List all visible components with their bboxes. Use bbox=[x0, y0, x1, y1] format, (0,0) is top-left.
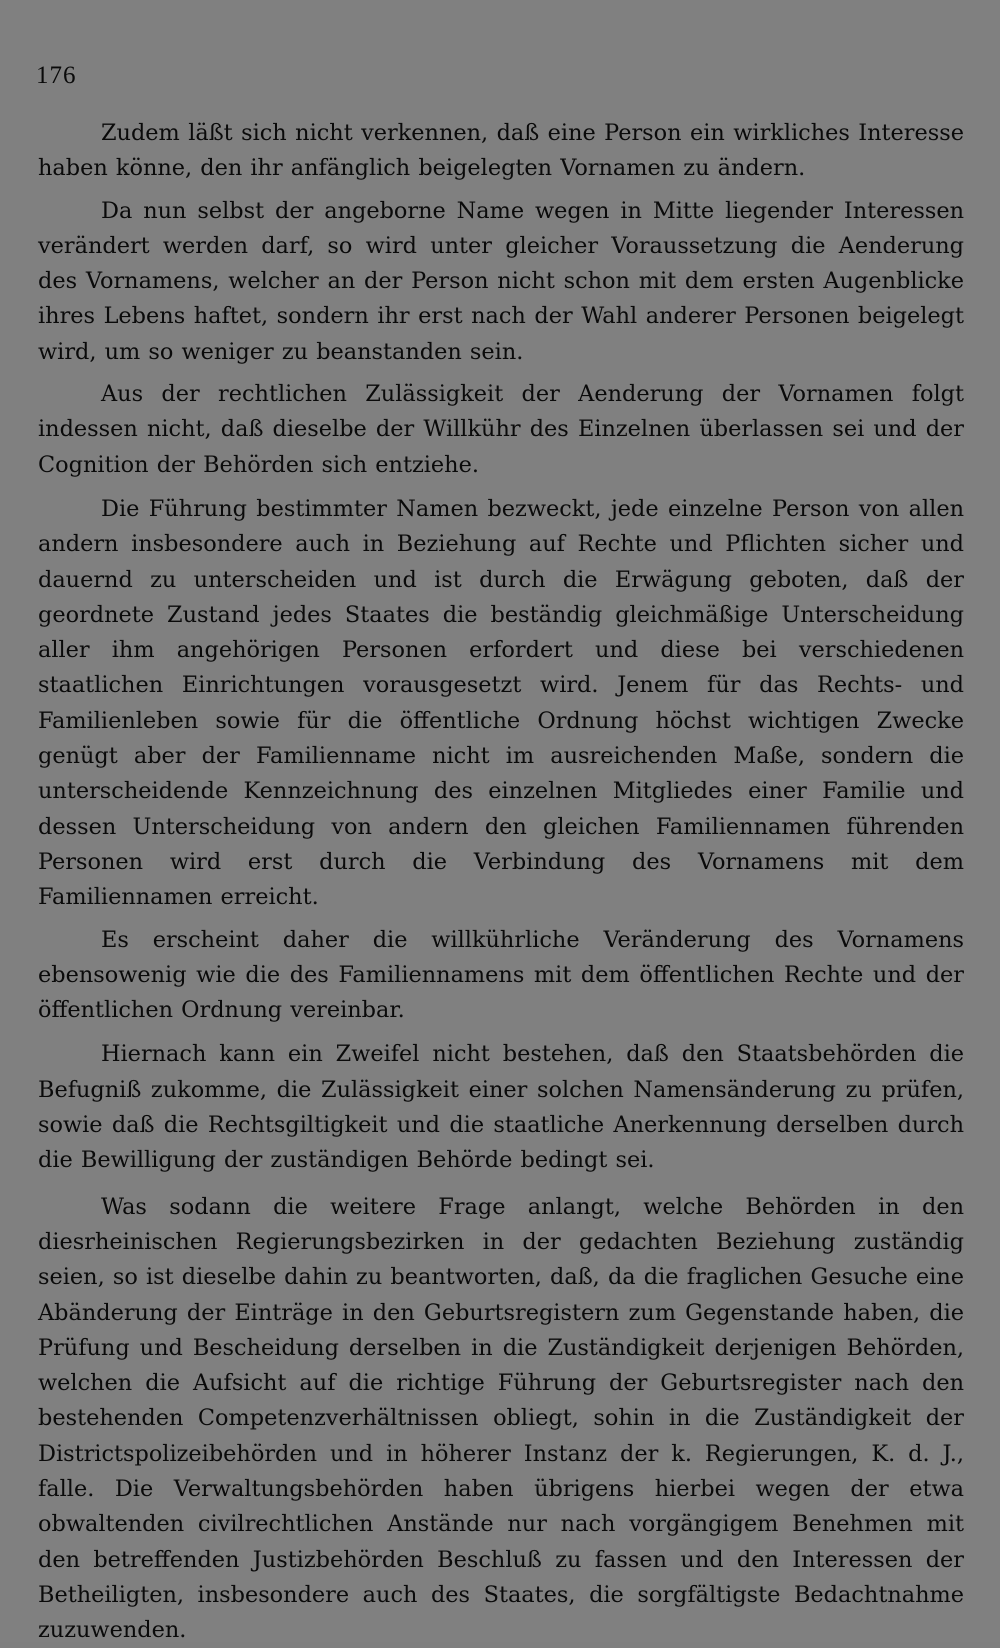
page-number: 176 bbox=[36, 62, 77, 89]
paragraph: Es erscheint daher die willkührliche Veränderung des Vornamens ebensowenig wie die des Familiennamens mit dem öffentlichen Rechte und der öffentlichen Ordnung vereinbar. bbox=[38, 926, 964, 1024]
paragraph: Da nun selbst der angeborne Name wegen in Mitte liegender Interessen verändert werden darf, so wird unter gleicher Voraussetzung die Aenderung des Vornamens, welcher an der Person nicht schon mit dem ersten Augenblicke ihres Lebens haftet, sondern ihr erst nach der Wahl anderer Personen beigelegt wird, um so weniger zu beanstanden sein. bbox=[38, 197, 964, 365]
paragraph: Was sodann die weitere Frage anlangt, welche Behörden in den diesrheinischen Regierungsbezirken in der gedachten Beziehung zuständig seien, so ist dieselbe dahin zu beantworten, daß, da die fraglichen Gesuche eine Abänderung der Einträge in den Geburtsregistern zum Gegenstande haben, die Prüfung und Bescheidung derselben in die Zuständigkeit derjenigen Behörden, welchen die Aufsicht auf die richtige Führung der Geburtsregister nach den bestehenden Competenzverhältnissen obliegt, sohin in die Zuständigkeit der Districtspolizeibehörden und in höherer Instanz der k. Regierungen, K. d. J., falle. Die Verwaltungsbehörden haben übrigens hierbei wegen der etwa obwaltenden civilrechtlichen Anstände nur nach vorgängigem Benehmen mit den betreffenden Justizbehörden Beschluß zu fassen und den Interessen der Betheiligten, insbesondere auch des Staates, die sorgfältigste Bedachtnahme zuzuwenden. bbox=[38, 1193, 964, 1644]
paragraph: Die Führung bestimmter Namen bezweckt, jede einzelne Person von allen andern insbesondere auch in Beziehung auf Rechte und Pflichten sicher und dauernd zu unterscheiden und ist durch die Erwägung geboten, daß der geordnete Zustand jedes Staates die beständig gleichmäßige Unterscheidung aller ihm angehörigen Personen erfordert und diese bei verschiedenen staatlichen Einrichtungen vorausgesetzt wird. Jenem für das Rechts- und Familienleben sowie für die öffentliche Ordnung höchst wichtigen Zwecke genügt aber der Familienname nicht im ausreichenden Maße, sondern die unterscheidende Kennzeichnung des einzelnen Mitgliedes einer Familie und dessen Unterscheidung von andern den gleichen Familiennamen führenden Personen wird erst durch die Verbindung des Vornamens mit dem Familiennamen erreicht. bbox=[38, 495, 964, 911]
paragraph: Hiernach kann ein Zweifel nicht bestehen, daß den Staatsbehörden die Befugniß zukomme, die Zulässigkeit einer solchen Namensänderung zu prüfen, sowie daß die Rechtsgiltigkeit und die staatliche Anerkennung derselben durch die Bewilligung der zuständigen Behörde bedingt sei. bbox=[38, 1041, 964, 1174]
paragraph: Aus der rechtlichen Zulässigkeit der Aenderung der Vornamen folgt indessen nicht, daß dieselbe der Willkühr des Einzelnen überlassen sei und der Cognition der Behörden sich entziehe. bbox=[38, 381, 964, 478]
body-text bbox=[38, 116, 964, 1648]
paragraph: Zudem läßt sich nicht verkennen, daß eine Person ein wirkliches Interesse haben könne, den ihr anfänglich beigelegten Vornamen zu ändern. bbox=[38, 120, 964, 182]
